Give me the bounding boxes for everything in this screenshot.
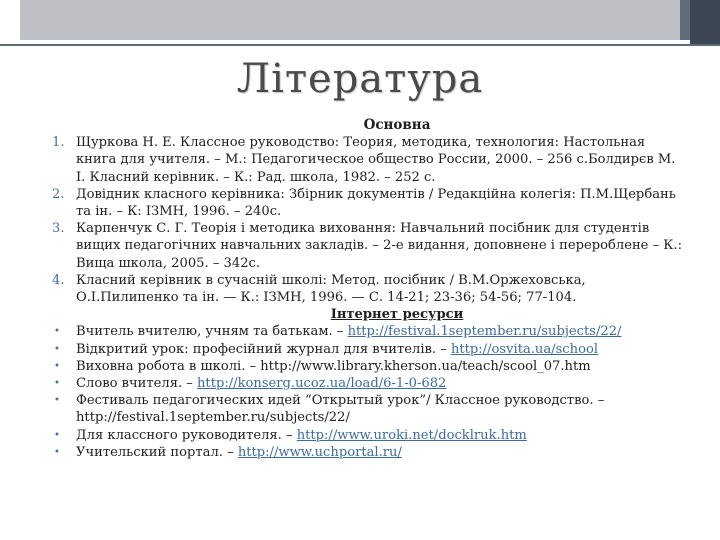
internet-resources-heading: Інтернет ресурси bbox=[330, 307, 464, 323]
resource-text: Відкритий урок: професійний журнал для вчителів. – bbox=[76, 341, 451, 357]
list-item bbox=[52, 272, 682, 306]
header-corner-block bbox=[690, 0, 720, 44]
bullet-icon: • bbox=[54, 378, 60, 390]
resource-link[interactable]: http://konserg.ucoz.ua/load/6-1-0-682 bbox=[197, 376, 447, 392]
list-item-text: Класний керівник в сучасній школі: Метод. посібник / В.М.Оржеховська, О.І.Пилипенко та ін. — К.: ІЗМН, 1996. — С. 14-21; 23-36; 54-56; 77-104. bbox=[76, 272, 586, 306]
bullet-icon: • bbox=[54, 395, 60, 407]
resource-link[interactable]: http://festival.1september.ru/subjects/22/ bbox=[347, 324, 622, 340]
resource-item bbox=[52, 427, 682, 444]
resource-text: Виховна робота в школі. – http://www.library.kherson.ua/teach/scool_07.htm bbox=[76, 358, 591, 374]
bullet-icon: • bbox=[54, 326, 60, 338]
bullet-icon: • bbox=[54, 446, 60, 458]
list-item-text: Карпенчук С. Г. Теорія і методика виховання: Навчальний посібник для студентів вищих педагогічних навчальних закладів. – 2-е видання, доповнене і перероблене – К.: Вища школа, 2005. – 342с. bbox=[76, 221, 683, 271]
resource-link[interactable]: http://osvita.ua/school bbox=[450, 341, 599, 357]
resource-text: Учительский портал. – bbox=[76, 444, 238, 460]
list-item bbox=[52, 134, 682, 186]
list-number: 4. bbox=[52, 272, 65, 288]
bullet-icon: • bbox=[54, 343, 60, 355]
resource-item bbox=[52, 358, 682, 375]
list-item-text: Щуркова Н. Е. Классное руководство: Теория, методика, технология: Настольная книга для учителя. – М.: Педагогическое общество России, 2000. – 256 с.Болдирєв М. І. Класний керівник. – К.: Рад. школа, 1982. – 252 с. bbox=[76, 135, 676, 185]
resource-text: Для классного руководителя. – bbox=[76, 427, 297, 443]
bullet-icon: • bbox=[54, 360, 60, 372]
list-number: 1. bbox=[52, 135, 65, 151]
list-item-text: Довідник класного керівника: Збірник документів / Редакційна колегія: П.М.Щербань та ін. – К: ІЗМН, 1996. – 240с. bbox=[76, 186, 676, 220]
resource-text: Фестиваль педагогических идей “Открытый урок”/ Классное руководство. – http://festival.1september.ru/subjects/22/ bbox=[76, 393, 605, 426]
resource-link[interactable]: http://www.uroki.net/docklruk.htm bbox=[296, 427, 527, 443]
resource-item bbox=[52, 444, 682, 461]
header-divider bbox=[0, 44, 720, 46]
header-bar bbox=[20, 0, 680, 40]
resource-item bbox=[52, 375, 682, 392]
section-heading: Основна bbox=[363, 117, 431, 133]
resource-text: Слово вчителя. – bbox=[76, 376, 197, 392]
resource-text: Вчитель вчителю, учням та батькам. – bbox=[76, 324, 348, 340]
resource-item bbox=[52, 323, 682, 340]
slide-content bbox=[52, 117, 682, 461]
header-accent bbox=[680, 0, 690, 40]
resource-link[interactable]: http://www.uchportal.ru/ bbox=[237, 444, 402, 460]
slide-title: Література bbox=[236, 56, 484, 102]
bullet-icon: • bbox=[54, 429, 60, 441]
list-number: 2. bbox=[52, 186, 65, 202]
list-number: 3. bbox=[52, 221, 65, 237]
resource-item bbox=[52, 341, 682, 358]
list-item bbox=[52, 186, 682, 220]
resource-item bbox=[52, 392, 682, 426]
list-item bbox=[52, 220, 682, 272]
